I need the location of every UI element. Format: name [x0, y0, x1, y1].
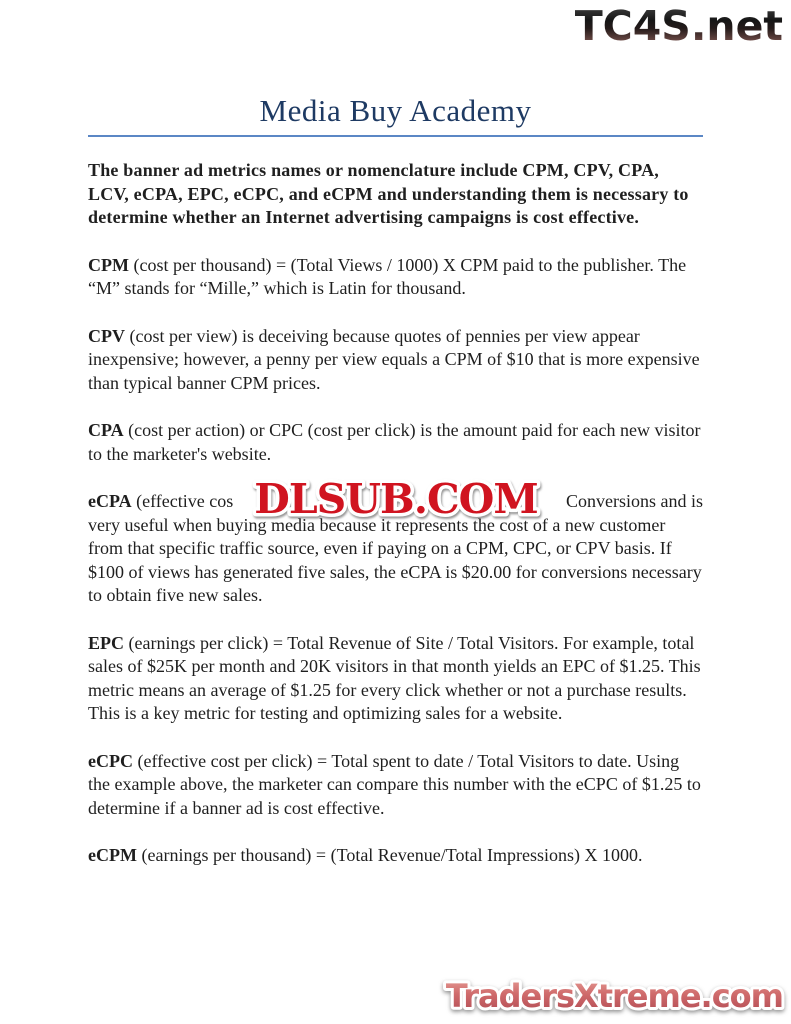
paragraph-ecpc: [88, 750, 703, 821]
metric-definition: (effective cost per click) = Total spent to date / Total Visitors to date. Using the example above, the marketer can compare this number with the eCPC of $1.25 to determine if a banner ad is cost effective.: [88, 750, 701, 818]
paragraph-ecpm: [88, 844, 703, 868]
paragraph-epc: [88, 632, 703, 726]
metric-definition: (earnings per click) = Total Revenue of Site / Total Visitors. For example, total sales of $25K per month and 20K visitors in that month yields an EPC of $1.25. This metric means an average of $1.25 for every click whether or not a purchase results. This is a key metric for testing and optimizing sales for a website.: [88, 632, 701, 723]
metric-term: CPA: [88, 420, 124, 440]
metric-definition: (cost per view) is deceiving because quotes of pennies per view appear inexpensive; however, a penny per view equals a CPM of $10 that is more expensive than typical banner CPM prices.: [88, 325, 700, 393]
metric-definition: (cost per action) or CPC (cost per click) is the amount paid for each new visitor to the marketer's website.: [88, 420, 701, 464]
dlsub-watermark-text: DLSUB.COM: [253, 475, 538, 523]
ecpa-obscured-line: [88, 490, 703, 514]
paragraph-cpv: [88, 325, 703, 396]
metric-term: eCPM: [88, 845, 137, 865]
ecpa-left-text: (effective cos: [136, 491, 234, 511]
intro-paragraph: The banner ad metrics names or nomenclature include CPM, CPV, CPA, LCV, eCPA, EPC, eCPC, and eCPM and understanding them is necessary to determine whether an Internet advertising campaigns is cost effective.: [88, 160, 689, 227]
metric-term: CPV: [88, 325, 125, 346]
metric-definition: (earnings per thousand) = (Total Revenue/Total Impressions) X 1000.: [136, 845, 643, 865]
ecpa-rest-text: very useful when buying media because it represents the cost of a new customer from that specific traffic source, even if paying on a CPM, CPC, or CPV basis. If $100 of views has generated five sales, the eCPA is $20.00 for conversions necessary to obtain five new sales.: [88, 514, 702, 605]
metric-term: EPC: [88, 632, 124, 653]
paragraphs-after: [88, 632, 703, 868]
metric-term: eCPA: [88, 491, 132, 511]
tradersxtreme-watermark-text: TradersXtreme.com: [445, 977, 783, 1015]
page-title: Media Buy Academy: [259, 93, 532, 128]
paragraph-cpa: [88, 419, 703, 466]
metric-term: CPM: [88, 254, 129, 275]
metric-term: eCPC: [88, 750, 133, 771]
ecpa-line-right: Conversions and is: [566, 491, 703, 511]
tc4s-watermark: TC4S.net: [574, 2, 783, 50]
page-header: [88, 94, 703, 137]
paragraph-ecpa: [88, 475, 703, 608]
paragraph-cpm: [88, 254, 703, 301]
document-body: [88, 159, 703, 868]
tradersxtreme-watermark: [437, 973, 789, 1019]
paragraphs-before: [88, 254, 703, 467]
ecpa-line-left: [88, 490, 233, 514]
metric-definition: (cost per thousand) = (Total Views / 1000) X CPM paid to the publisher. The “M” stands for “Mille,” which is Latin for thousand.: [88, 254, 687, 298]
